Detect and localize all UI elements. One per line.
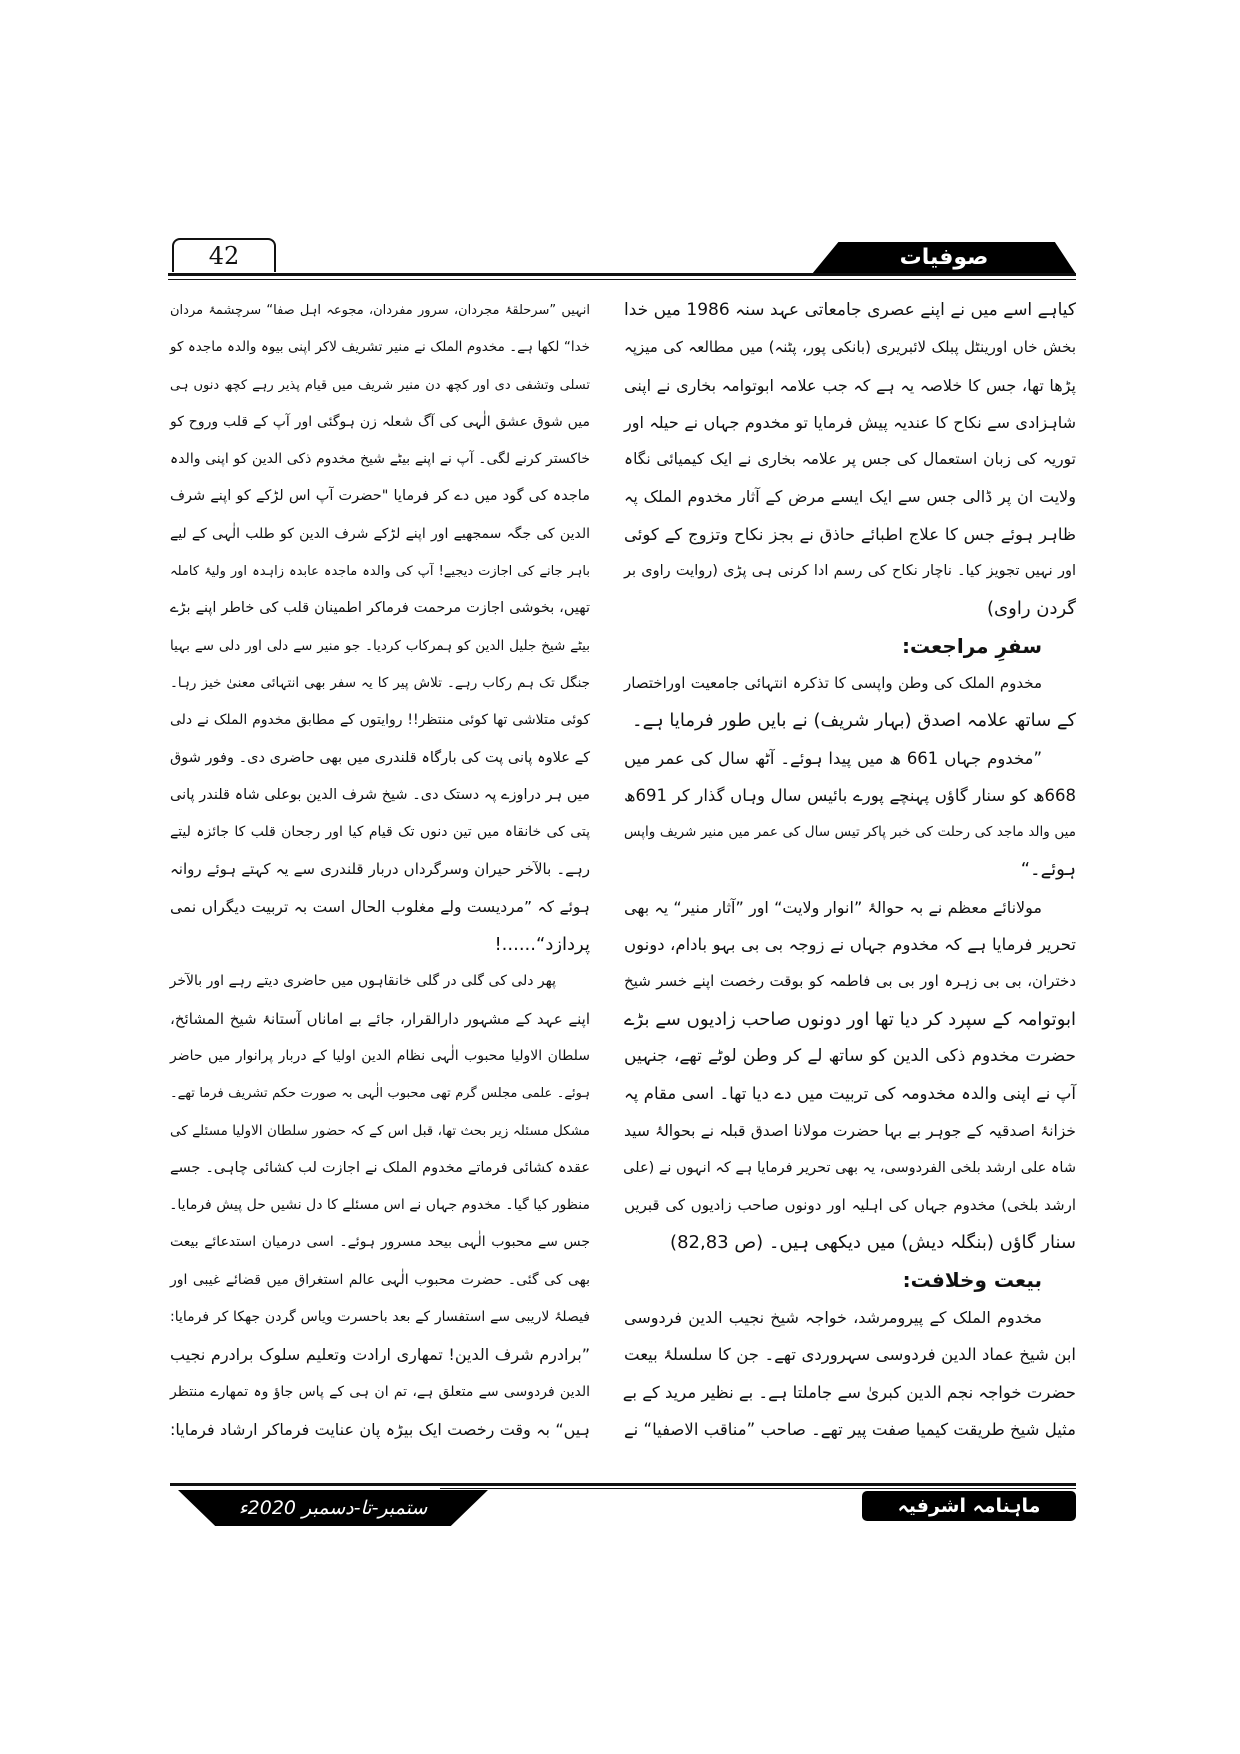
text-line: کے علاوہ پانی پت کی بارگاہ قلندری میں بھی حاضری دی۔ وفور شوق <box>170 749 590 766</box>
text-line: میں والد ماجد کی رحلت کی خبر پاکر تیس سال کی عمر میں منیر شریف واپس <box>624 824 1076 841</box>
header-rule <box>168 273 1076 276</box>
text-line: بھی کی گئی۔ حضرت محبوب الٰہی عالم استغراق میں قضائے غیبی اور <box>170 1271 590 1288</box>
right-text-column <box>624 292 1076 1448</box>
text-line: خزانۂ اصدقیہ کے جوہر بے بہا حضرت مولانا اصدق قبلہ نے بحوالۂ سید <box>624 1121 1076 1140</box>
text-line: ہوئے۔ علمی مجلس گرم تھی محبوب الٰہی بہ صورت حکم تشریف فرما تھے۔ <box>170 1086 590 1102</box>
text-line: گردن راوی) <box>987 598 1076 620</box>
text-line: ہیں“ بہ وقت رخصت ایک بیڑہ پان عنایت فرماکر ارشاد فرمایا: <box>170 1419 590 1439</box>
text-line: تحریر فرمایا ہے کہ مخدوم جہاں نے زوجہ بی بی بہو بادام، دونوں <box>624 935 1076 955</box>
text-line: پڑھا تھا، جس کا خلاصہ یہ ہے کہ جب علامہ ابوتوامہ بخاری نے اپنی <box>624 375 1076 395</box>
text-line: سنار گاؤں (بنگلہ دیش) میں دیکھی ہیں۔ (ص 82,83) <box>670 1232 1076 1254</box>
header-rule-thin <box>168 279 1076 280</box>
text-line: ہوئے کہ ”مردیست ولے مغلوب الحال است بہ تربیت دیگراں نمی <box>170 897 590 916</box>
text-line: بیٹے شیخ جلیل الدین کو ہمرکاب کردیا۔ جو منیر سے دلی اور دلی سے بہیا <box>170 637 590 654</box>
left-text-column <box>170 292 590 1448</box>
text-line: بخش خاں اورینٹل پبلک لائبریری (بانکی پور، پٹنہ) میں مطالعہ کی میزپہ <box>624 338 1076 357</box>
text-line: خاکستر کرنے لگی۔ آپ نے اپنے بیٹے شیخ مخدوم ذکی الدین کو اپنی والدہ <box>170 451 590 468</box>
text-line: مخدوم الملک کی وطن واپسی کا تذکرہ انتہائی جامعیت اوراختصار <box>624 673 1042 692</box>
text-line: سلطان الاولیا محبوب الٰہی نظام الدین اولیا کے دربار پرانوار میں حاضر <box>170 1047 590 1064</box>
text-line: میں ہر دراوزے پہ دستک دی۔ شیخ شرف الدین بوعلی شاہ قلندر پانی <box>170 786 590 803</box>
text-line: اپنے عہد کے مشہور دارالقرار، جائے بے اماناں آستانۂ شیخ المشائخ، <box>170 1009 590 1028</box>
text-line: باہر جانے کی اجازت دیجیے! آپ کی والدہ ماجدہ عابدہ زاہدہ اور ولیۂ کاملہ <box>170 564 590 580</box>
text-line: ظاہر ہوئے جس کا علاج اطبائے حاذق نے بجز نکاح وتزوج کے کوئی <box>624 524 1076 544</box>
text-line: توریہ کی زبان استعمال کی جس پر علامہ بخاری نے ایک کیمیائی نگاہ <box>624 450 1076 469</box>
section-heading: سفرِ مراجعت: <box>901 633 1042 658</box>
text-line: پردازد“......! <box>494 934 590 956</box>
text-line: عقدہ کشائی فرماتے مخدوم الملک نے اجازت لب کشائی چاہی۔ جسے <box>170 1159 590 1176</box>
text-line: تھیں، بخوشی اجازت مرحمت فرماکر اطمینان قلب کی خاطر اپنے بڑے <box>170 600 590 617</box>
text-line: ابن شیخ عماد الدین فردوسی سہروردی تھے۔ جن کا سلسلۂ بیعت <box>624 1345 1076 1365</box>
text-line: مشکل مسئلہ زیر بحث تھا، قبل اس کے کہ حضور سلطان الاولیا مسئلے کی <box>170 1122 590 1139</box>
text-line: پھر دلی کی گلی در گلی خانقاہوں میں حاضری دیتے رہے اور بالآخر <box>169 973 556 990</box>
text-line: ہوئے۔“ <box>1020 859 1076 881</box>
magazine-name: ماہنامہ اشرفیہ <box>862 1491 1076 1521</box>
text-line: کیاہے اسے میں نے اپنے عصری جامعاتی عہد سنہ 1986 میں خدا <box>624 300 1077 320</box>
text-line: شاہزادی سے نکاح کا عندیہ پیش فرمایا تو مخدوم جہاں نے حیلہ اور <box>624 412 1076 432</box>
text-line: شاہ علی ارشد بلخی الفردوسی، یہ بھی تحریر فرمایا ہے کہ انہوں نے (علی <box>623 1159 1076 1176</box>
text-line: جنگل تک ہم رکاب رہے۔ تلاش پیر کا یہ سفر بھی انتہائی معنیٰ خیز رہا۔ <box>170 674 590 691</box>
text-line: ”برادرم شرف الدین! تمھاری ارادت وتعلیم سلوک برادرم نجیب <box>170 1345 590 1365</box>
text-line: الدین کی جگہ سمجھیے اور اپنے لڑکے شرف الدین کو طلب الٰہی کے لیے <box>170 525 590 542</box>
text-line: میں شوق عشق الٰہی کی آگ شعلہ زن ہوگئی اور آپ کے قلب وروح کو <box>170 413 590 430</box>
text-line: جس سے محبوب الٰہی بیحد مسرور ہوئے۔ اسی درمیان استدعائے بیعت <box>170 1234 590 1251</box>
section-title: صوفیات <box>899 245 989 270</box>
text-line: دختران، بی بی زہرہ اور بی بی فاطمہ کو بوقت رخصت اپنے خسر شیخ <box>624 972 1076 991</box>
footer-rule-thin <box>440 1488 1076 1489</box>
text-line: ”مخدوم جہاں 661 ھ میں پیدا ہوئے۔ آٹھ سال کی عمر میں <box>624 748 1042 768</box>
text-line: مولانائے معظم نے بہ حوالۂ ”انوار ولایت“ اور ”آثار منیر“ یہ بھی <box>624 897 1042 917</box>
text-line: رہے۔ بالآخر حیران وسرگرداں دربار قلندری سے یہ کہتے ہوئے روانہ <box>170 860 590 879</box>
text-line: الدین فردوسی سے متعلق ہے، تم ان ہی کے پاس جاؤ وہ تمھارے منتظر <box>170 1383 590 1400</box>
text-line: مخدوم الملک کے پیرومرشد، خواجہ شیخ نجیب الدین فردوسی <box>624 1308 1042 1328</box>
text-line: 668ھ کو سنار گاؤں پہنچے پورے بائیس سال وہاں گذار کر 691ھ <box>624 785 1076 805</box>
text-line: منظور کیا گیا۔ مخدوم جہاں نے اس مسئلے کا دل نشیں حل پیش فرمایا۔ <box>169 1197 590 1214</box>
text-line: ابوتوامہ کے سپرد کر دیا تھا اور دونوں صاحب زادیوں سے بڑے <box>624 1008 1076 1030</box>
text-line: مثیل شیخ طریقت کیمیا صفت پیر تھے۔ صاحب ”مناقب الاصفیا“ نے <box>624 1419 1076 1439</box>
text-line: آپ نے اپنی والدہ مخدومہ کی تربیت میں دے دیا تھا۔ اسی مقام پہ <box>624 1084 1076 1104</box>
text-line: حضرت خواجہ نجم الدین کبریٰ سے جاملتا ہے۔ بے نظیر مرید کے بے <box>622 1382 1076 1402</box>
text-line: ولایت ان پر ڈالی جس سے ایک ایسے مرض کے آثار مخدوم الملک پہ <box>624 487 1076 507</box>
section-heading: بیعت وخلافت: <box>902 1267 1042 1292</box>
text-line: اور نہیں تجویز کیا۔ ناچار نکاح کی رسم ادا کرنی ہی پڑی (روایت راوی بر <box>624 563 1076 580</box>
text-line: ماجدہ کی گود میں دے کر فرمایا "حضرت آپ اس لڑکے کو اپنے شرف <box>170 488 590 505</box>
text-line: ارشد بلخی) مخدوم جہاں کی اہلیہ اور دونوں صاحب زادیوں کی قبریں <box>624 1196 1076 1215</box>
text-line: فیصلۂ لاریبی سے استفسار کے بعد باحسرت ویاس گردن جھکا کر فرمایا: <box>170 1309 590 1326</box>
text-line: تسلی وتشفی دی اور کچھ دن منیر شریف میں قیام پذیر رہے کچھ دنوں ہی <box>170 377 590 393</box>
text-line: خدا“ لکھا ہے۔ مخدوم الملک نے منیر تشریف لاکر اپنی بیوہ والدہ ماجدہ کو <box>170 339 590 356</box>
text-line: کوئی متلاشی تھا کوئی منتظر!! روایتوں کے مطابق مخدوم الملک نے دلی <box>170 712 590 729</box>
footer-rule <box>170 1483 1076 1486</box>
page-number: 42 <box>172 238 276 272</box>
text-line: حضرت مخدوم ذکی الدین کو ساتھ لے کر وطن لوٹے تھے، جنہیں <box>624 1045 1076 1066</box>
text-line: پتی کی خانقاہ میں تین دنوں تک قیام کیا اور رجحان قلب کا جائزہ لیتے <box>170 824 590 841</box>
text-line: کے ساتھ علامہ اصدق (بہار شریف) نے بایں طور فرمایا ہے۔ <box>632 710 1076 732</box>
issue-date: ستمبر-تا-دسمبر 2020ء <box>238 1497 428 1519</box>
text-line: انہیں ”سرحلقۂ مجردان، سرور مفردان، مجوعہ اہل صفا“ سرچشمۂ مردان <box>170 303 590 318</box>
